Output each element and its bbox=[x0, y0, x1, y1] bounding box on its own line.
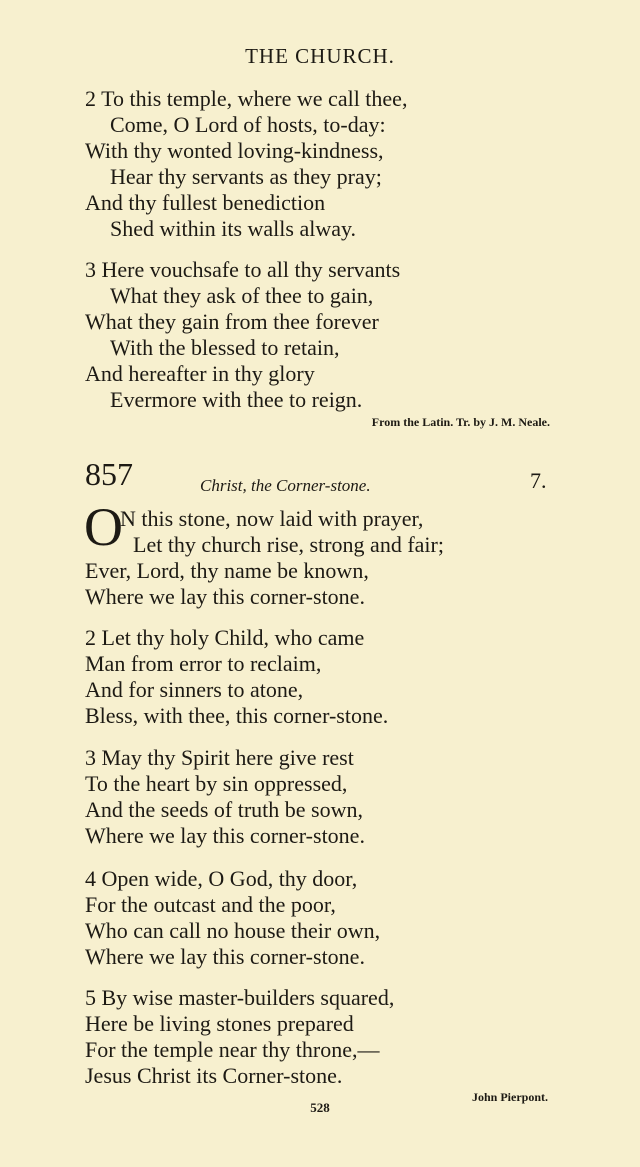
verse-line: 3 Here vouchsafe to all thy servants bbox=[85, 257, 401, 282]
verse-line: Bless, with thee, this corner-stone. bbox=[85, 703, 389, 728]
verse-line: 3 May thy Spirit here give rest bbox=[85, 745, 354, 770]
verse-line: For the temple near thy throne,— bbox=[85, 1037, 380, 1062]
verse-line: And thy fullest benediction bbox=[85, 190, 326, 215]
verse-line: Let thy church rise, strong and fair; bbox=[133, 532, 444, 557]
verse-line: 4 Open wide, O God, thy door, bbox=[85, 866, 358, 891]
drop-cap: O bbox=[84, 497, 123, 557]
verse-line: For the outcast and the poor, bbox=[85, 892, 336, 917]
verse-line: Man from error to reclaim, bbox=[85, 651, 322, 676]
prev-hymn-attribution: From the Latin. Tr. by J. M. Neale. bbox=[371, 415, 550, 429]
hymn-number: 857 bbox=[85, 456, 133, 492]
hymn-meter: 7. bbox=[530, 468, 547, 493]
verse-line: Shed within its walls alway. bbox=[110, 216, 357, 241]
verse-line: With thy wonted loving-kindness, bbox=[85, 138, 384, 163]
hymn-stanza-3 bbox=[85, 745, 565, 849]
verse-line: Where we lay this corner-stone. bbox=[85, 944, 365, 969]
verse-line: Where we lay this corner-stone. bbox=[85, 823, 365, 848]
hymn-stanza-2 bbox=[85, 625, 565, 729]
hymn-stanza-4 bbox=[85, 866, 565, 970]
running-head: THE CHURCH. bbox=[245, 44, 395, 68]
verse-line: 2 Let thy holy Child, who came bbox=[85, 625, 365, 650]
verse-line: Jesus Christ its Corner-stone. bbox=[85, 1063, 343, 1088]
verse-line: Hear thy servants as they pray; bbox=[110, 164, 382, 189]
verse-line: And hereafter in thy glory bbox=[85, 361, 315, 386]
verse-line: With the blessed to retain, bbox=[110, 335, 340, 360]
hymn-title: Christ, the Corner-stone. bbox=[200, 476, 371, 495]
verse-line: To the heart by sin oppressed, bbox=[85, 771, 348, 796]
verse-line: And the seeds of truth be sown, bbox=[85, 797, 364, 822]
verse-line: Here be living stones prepared bbox=[85, 1011, 354, 1036]
verse-line: What they ask of thee to gain, bbox=[110, 283, 374, 308]
verse-line: And for sinners to atone, bbox=[85, 677, 304, 702]
hymn-stanza-1 bbox=[85, 506, 565, 610]
verse-line: Ever, Lord, thy name be known, bbox=[85, 558, 369, 583]
verse-line: Who can call no house their own, bbox=[85, 918, 381, 943]
verse-line: 2 To this temple, where we call thee, bbox=[85, 86, 408, 111]
verse-line: N this stone, now laid with prayer, bbox=[120, 506, 424, 531]
verse-line: Come, O Lord of hosts, to-day: bbox=[110, 112, 386, 137]
hymn-stanza-5 bbox=[85, 985, 565, 1089]
page-number: 528 bbox=[310, 1100, 330, 1115]
prev-hymn-stanza-2 bbox=[85, 86, 565, 242]
prev-hymn-stanza-3 bbox=[85, 257, 565, 413]
verse-line: Where we lay this corner-stone. bbox=[85, 584, 365, 609]
verse-line: What they gain from thee forever bbox=[85, 309, 379, 334]
hymn-attribution: John Pierpont. bbox=[471, 1090, 548, 1104]
verse-line: Evermore with thee to reign. bbox=[110, 387, 363, 412]
verse-line: 5 By wise master-builders squared, bbox=[85, 985, 395, 1010]
